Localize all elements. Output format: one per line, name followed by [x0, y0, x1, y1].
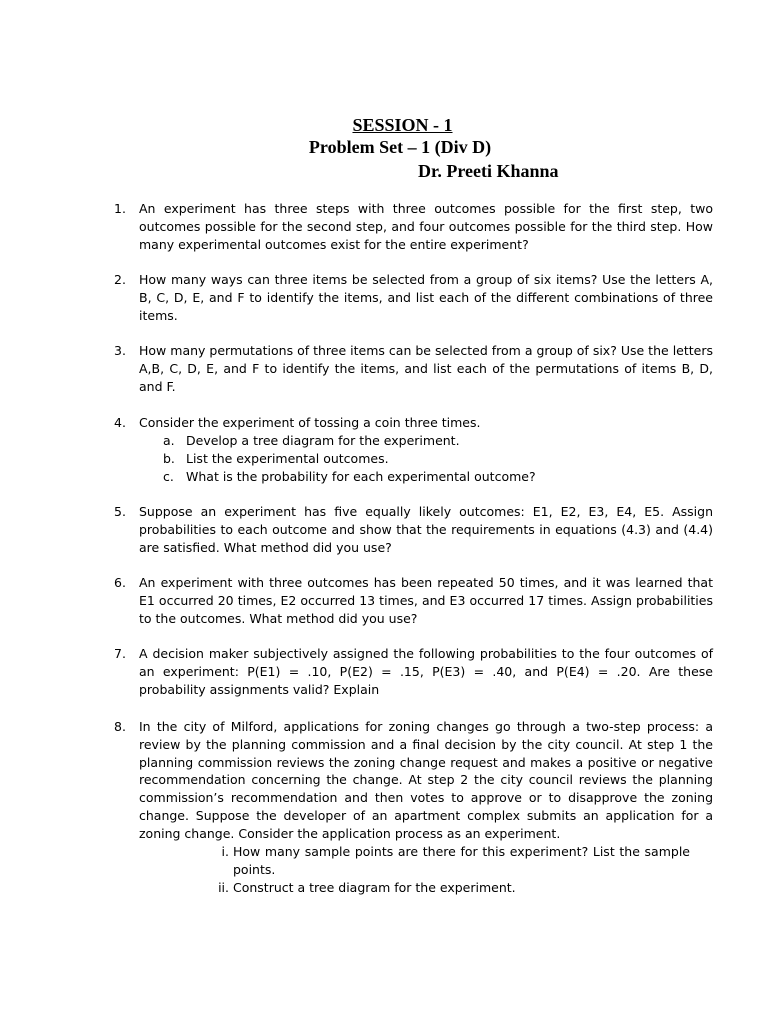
subitem-text: List the experimental outcomes.	[186, 451, 389, 466]
question-3	[114, 342, 713, 395]
author-name: Dr. Preeti Khanna	[418, 161, 559, 181]
question-8	[114, 718, 713, 843]
question-text: Suppose an experiment has five equally likely outcomes: E1, E2, E3, E4, E5. Assign probabilities to each outcome and show that the requirements in equations (4.3) and (4.4) are satisfied. What method did you use?	[139, 504, 713, 555]
subitem-marker: c.	[163, 469, 174, 484]
question-text: An experiment with three outcomes has been repeated 50 times, and it was learned that E1 occurred 20 times, E2 occurred 13 times, and E3 occurred 17 times. Assign probabilities to the outcomes. What method did you use?	[139, 575, 713, 626]
subitem-text: Develop a tree diagram for the experiment.	[186, 433, 460, 448]
question-number: 6.	[114, 575, 126, 590]
question-1	[114, 200, 713, 253]
question-number: 7.	[114, 646, 126, 661]
problem-set-title: Problem Set – 1 (Div D)	[308, 137, 492, 157]
question-text: A decision maker subjectively assigned the following probabilities to the four outcomes of an experiment: P(E1) = .10, P(E2) = .15, P(E3) = .40, and P(E4) = .20. Are these probability assignments valid? Explain	[139, 646, 713, 697]
question-number: 5.	[114, 504, 126, 519]
subitem-text: How many sample points are there for this experiment? List the sample points.	[233, 844, 690, 877]
question-number: 1.	[114, 201, 126, 216]
subitem-marker: ii.	[218, 880, 229, 895]
subitem-text: What is the probability for each experimental outcome?	[186, 469, 536, 484]
question-4-subitem-a	[163, 432, 460, 450]
question-4	[114, 414, 713, 432]
question-7	[114, 645, 713, 698]
question-number: 4.	[114, 415, 126, 430]
subitem-marker: b.	[163, 451, 175, 466]
question-5	[114, 503, 713, 556]
question-text: How many ways can three items be selected from a group of six items? Use the letters A, B, C, D, E, and F to identify the items, and list each of the different combinations of three items.	[139, 272, 713, 323]
question-4-subitem-c	[163, 468, 536, 486]
subitem-text: Construct a tree diagram for the experiment.	[233, 880, 516, 895]
subitem-marker: a.	[163, 433, 175, 448]
session-heading: SESSION - 1	[352, 115, 453, 135]
question-4-subitem-b	[163, 450, 389, 468]
question-6	[114, 574, 713, 627]
question-number: 2.	[114, 272, 126, 287]
question-number: 3.	[114, 343, 126, 358]
question-2	[114, 271, 713, 324]
question-text: An experiment has three steps with three outcomes possible for the first step, two outcomes possible for the second step, and four outcomes possible for the third step. How many experimental outcomes exist for the entire experiment?	[139, 201, 713, 252]
question-text: Consider the experiment of tossing a coin three times.	[139, 415, 481, 430]
question-number: 8.	[114, 719, 126, 734]
subitem-marker: i.	[221, 844, 229, 859]
question-text: How many permutations of three items can be selected from a group of six? Use the letters A,B, C, D, E, and F to identify the items, and list each of the permutations of items B, D, and F.	[139, 343, 713, 394]
question-text: In the city of Milford, applications for zoning changes go through a two-step process: a review by the planning commission and a final decision by the city council. At step 1 the planning commission reviews the zoning change request and makes a positive or negative recommendation concerning the change. At step 2 the city council reviews the planning commission’s recommendation and then votes to approve or to disapprove the zoning change. Suppose the developer of an apartment complex submits an application for a zoning change. Consider the application process as an experiment.	[139, 719, 713, 841]
